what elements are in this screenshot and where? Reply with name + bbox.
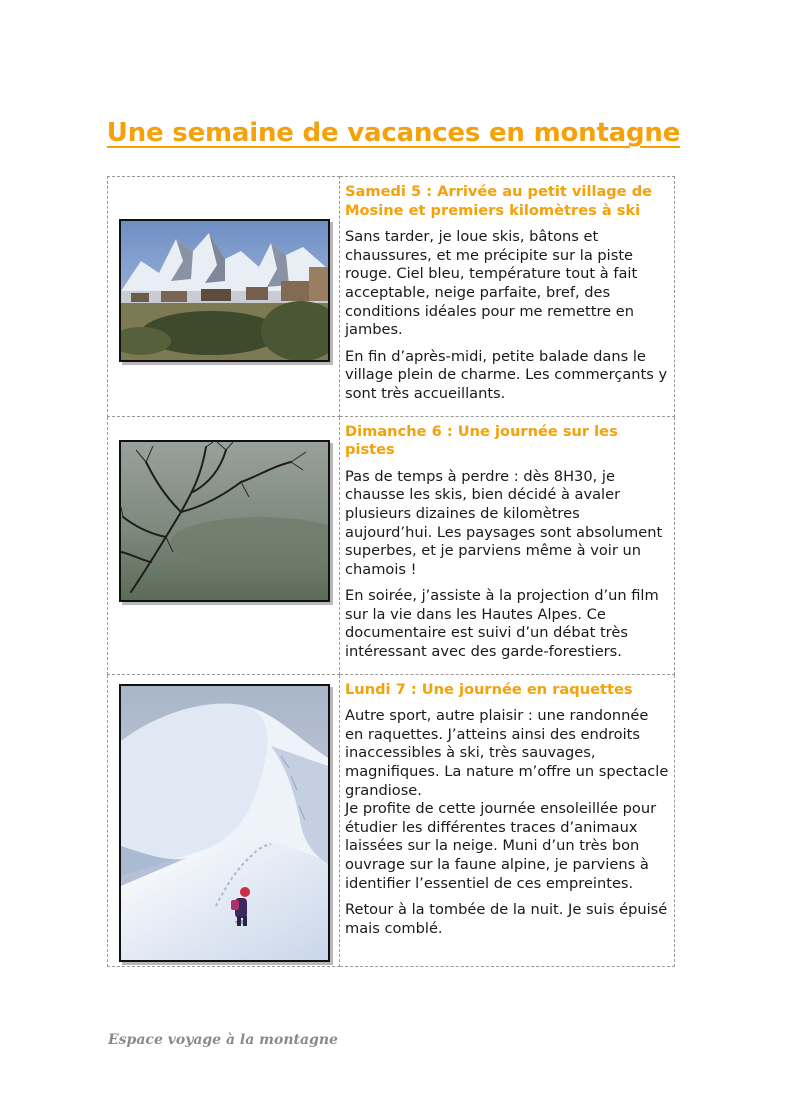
day-title: Dimanche 6 : Une journée sur les pistes — [345, 422, 618, 459]
day-text-cell — [340, 416, 675, 674]
day-row — [108, 416, 675, 674]
frosty-branches-photo — [119, 440, 330, 602]
day-paragraph: Autre sport, autre plaisir : une randonnée en raquettes. J’atteins ainsi des endroits inaccessibles à ski, très sauvages, magnifiques. La nature m’offre un spectacle grandiose. Je profite de cette journée ensoleillée pour étudier les différentes traces d’animaux laissées sur la neige. Muni d’un très bon ouvrage sur la faune alpine, je parviens à identifier l’essentiel de ces empreintes. — [345, 707, 669, 892]
day-text-cell — [340, 177, 675, 417]
day-title: Samedi 5 : Arrivée au petit village de Mosine et premiers kilomètres à ski — [345, 183, 653, 219]
mountain-village-photo — [119, 219, 330, 362]
photo-cell — [108, 674, 340, 966]
day-row — [108, 177, 675, 417]
day-paragraph: Pas de temps à perdre : dès 8H30, je chausse les skis, bien décidé à avaler plusieurs dizaines de kilomètres aujourd’hui. Les paysages sont absolument superbes, et je parviens même à voir un chamois ! — [345, 467, 663, 578]
day-row — [108, 674, 675, 966]
snowshoe-hiker-photo — [119, 684, 330, 962]
day-paragraph: Sans tarder, je loue skis, bâtons et chaussures, et me précipite sur la piste rouge. Ciel bleu, température tout à fait acceptable, neige parfaite, bref, des conditions idéales pour me remettre en jambes. — [345, 228, 638, 339]
page-title: Une semaine de vacances en montagne — [106, 118, 681, 148]
day-title: Lundi 7 : Une journée en raquettes — [345, 680, 633, 698]
day-paragraph: En soirée, j’assiste à la projection d’un film sur la vie dans les Hautes Alpes. Ce documentaire est suivi d’un débat très intéressant avec des garde-forestiers. — [345, 587, 659, 661]
day-text-cell — [340, 674, 675, 966]
footer: Espace voyage à la montagne — [108, 1032, 338, 1048]
photo-cell — [108, 177, 340, 417]
day-paragraph: En fin d’après-midi, petite balade dans le village plein de charme. Les commerçants y sont très accueillants. — [345, 347, 668, 402]
diary-table — [107, 176, 675, 967]
day-paragraph: Retour à la tombée de la nuit. Je suis épuisé mais comblé. — [345, 901, 668, 937]
photo-cell — [108, 416, 340, 674]
